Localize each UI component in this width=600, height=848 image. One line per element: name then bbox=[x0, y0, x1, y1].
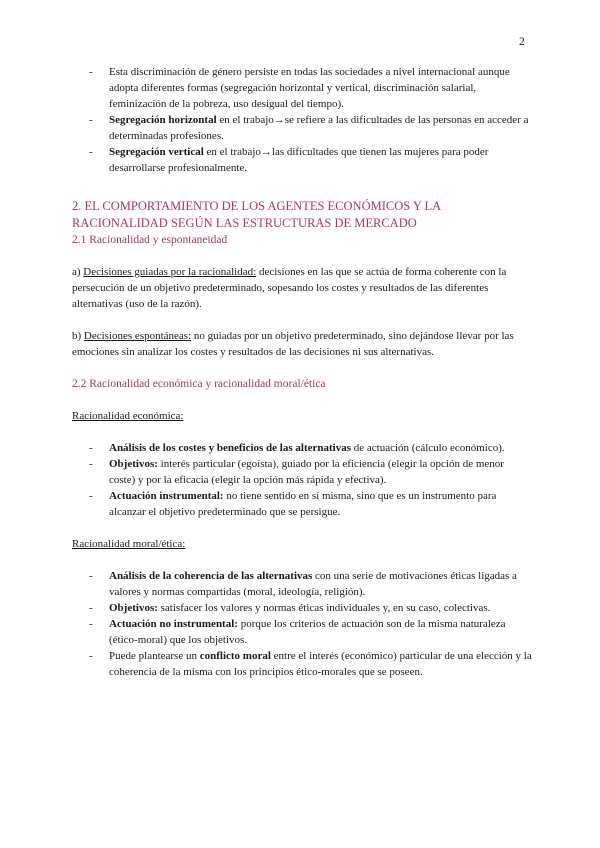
item-bold-term: Actuación no instrumental: bbox=[109, 618, 238, 630]
list-item bbox=[72, 456, 532, 488]
list-item bbox=[72, 648, 532, 680]
dash-bullet: - bbox=[89, 602, 93, 614]
page-number: 2 bbox=[519, 36, 525, 48]
item-text: porque los criterios de actuación son de la misma naturaleza (ético-moral) que los objetivos. bbox=[109, 618, 506, 646]
para-term: Decisiones espontáneas: bbox=[83, 330, 192, 342]
dash-bullet: - bbox=[89, 66, 93, 78]
para-prefix: a) bbox=[72, 266, 84, 278]
item-text: entre el interés (económico) particular de una elección y la coherencia de la misma con los principios ético-morales que se poseen. bbox=[109, 650, 532, 678]
para-term: Decisiones guiadas por la racionalidad: bbox=[83, 266, 257, 278]
list-item bbox=[72, 600, 532, 616]
list-item bbox=[72, 112, 532, 144]
dash-bullet: - bbox=[89, 490, 93, 502]
list-item bbox=[72, 64, 532, 112]
item-bold-term: Objetivos: bbox=[109, 602, 158, 614]
item-pre: Puede plantearse un bbox=[109, 650, 200, 662]
moral-title: Racionalidad moral/ética: bbox=[72, 538, 186, 550]
item-bold-term: Segregación vertical bbox=[109, 146, 204, 158]
item-bold-term: conflicto moral bbox=[199, 650, 271, 662]
section-heading: 2. EL COMPORTAMIENTO DE LOS AGENTES ECONÓMICOS Y LA RACIONALIDAD SEGÚN LAS ESTRUCTURAS DE MERCADO bbox=[72, 199, 441, 230]
item-text: con una serie de motivaciones éticas ligadas a valores y normas compartidas (moral, ideología, religión). bbox=[109, 570, 517, 598]
intro-list bbox=[72, 64, 532, 176]
item-bold-term: Análisis de los costes y beneficios de las alternativas bbox=[109, 442, 351, 454]
list-item bbox=[72, 144, 532, 176]
list-item bbox=[72, 568, 532, 600]
item-bold-term: Actuación instrumental: bbox=[109, 490, 224, 502]
econ-title: Racionalidad económica: bbox=[72, 410, 184, 422]
subsection-heading-2-1: 2.1 Racionalidad y espontaneidad bbox=[72, 234, 228, 246]
item-bold-term: Objetivos: bbox=[109, 458, 158, 470]
dash-bullet: - bbox=[89, 114, 93, 126]
paragraph-a bbox=[72, 264, 532, 312]
list-item bbox=[72, 488, 532, 520]
econ-list bbox=[72, 440, 532, 520]
dash-bullet: - bbox=[89, 146, 93, 158]
dash-bullet: - bbox=[89, 650, 93, 662]
item-text: en el trabajo→las dificultades que tienen las mujeres para poder desarrollarse profesionalmente. bbox=[109, 146, 489, 174]
item-text: Esta discriminación de género persiste en todas las sociedades a nivel internacional aunque adopta diferentes formas (segregación horizontal y vertical, discriminación salarial, feminización de la pobreza, uso desigual del tiempo). bbox=[109, 66, 510, 110]
page-content bbox=[72, 64, 532, 680]
item-text: de actuación (cálculo económico). bbox=[351, 442, 505, 454]
item-text: en el trabajo→se refiere a las dificultades de las personas en acceder a determinadas profesiones. bbox=[109, 114, 529, 142]
dash-bullet: - bbox=[89, 442, 93, 454]
item-text: interés particular (egoísta), guiado por la eficiencia (elegir la opción de menor coste) y por la eficacia (elegir la opción más rápida y efectiva). bbox=[109, 458, 504, 486]
subsection-heading-2-2: 2.2 Racionalidad económica y racionalidad moral/ética bbox=[72, 378, 326, 390]
moral-list bbox=[72, 568, 532, 680]
item-bold-term: Análisis de la coherencia de las alternativas bbox=[109, 570, 313, 582]
para-text: decisiones en las que se actúa de forma coherente con la persecución de un objetivo predeterminado, sopesando los costes y resultados de las diferentes alternativas (uso de la razón). bbox=[72, 266, 507, 310]
list-item bbox=[72, 616, 532, 648]
dash-bullet: - bbox=[89, 458, 93, 470]
paragraph-b bbox=[72, 328, 532, 360]
item-text: no tiene sentido en sí misma, sino que es un instrumento para alcanzar el objetivo predeterminado que se persigue. bbox=[109, 490, 497, 518]
dash-bullet: - bbox=[89, 570, 93, 582]
list-item bbox=[72, 440, 532, 456]
para-text: no guiadas por un objetivo predeterminado, sino dejándose llevar por las emociones sin analizar los costes y resultados de las decisiones ni sus alternativas. bbox=[72, 330, 514, 358]
item-bold-term: Segregación horizontal bbox=[109, 114, 217, 126]
dash-bullet: - bbox=[89, 618, 93, 630]
item-text: satisfacer los valores y normas éticas individuales y, en su caso, colectivas. bbox=[157, 602, 491, 614]
para-prefix: b) bbox=[72, 330, 84, 342]
